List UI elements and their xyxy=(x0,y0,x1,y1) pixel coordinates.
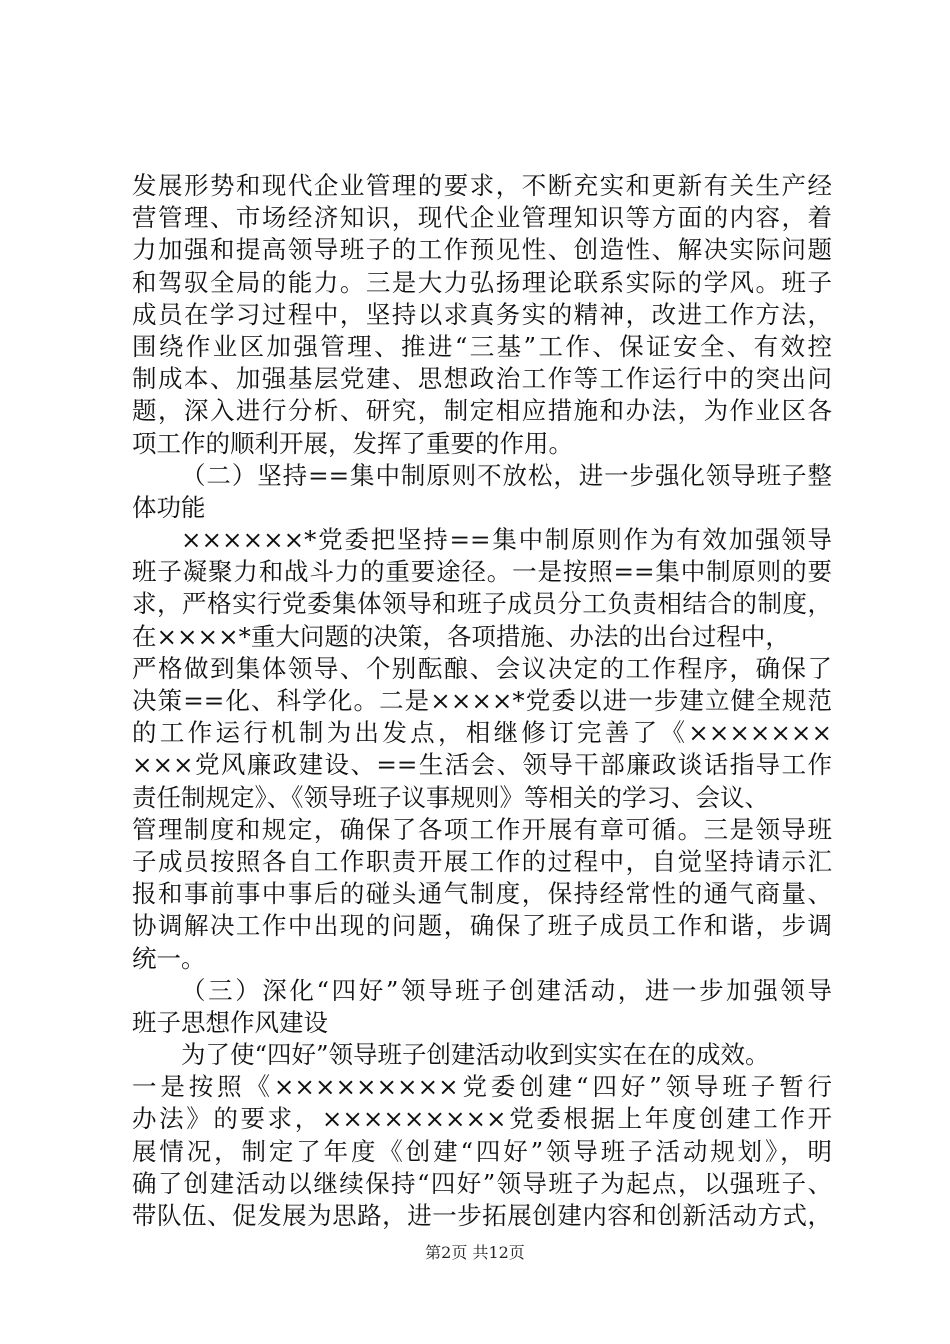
text-line: 班子凝聚力和战斗力的重要途径。一是按照==集中制原则的要 xyxy=(132,557,832,587)
section-heading-line: （三）深化“四好”领导班子创建活动，进一步加强领导 xyxy=(181,975,832,1005)
text-line: 为了使“四好”领导班子创建活动收到实实在在的成效。 xyxy=(181,1040,770,1070)
text-line: 在××××*重大问题的决策，各项措施、办法的出台过程中， xyxy=(132,621,790,651)
text-line: ×××党风廉政建设、==生活会、领导干部廉政谈话指导工作 xyxy=(132,750,832,780)
text-line: 责任制规定》、《领导班子议事规则》等相关的学习、会议、 xyxy=(132,782,769,812)
text-line: 成员在学习过程中，坚持以求真务实的精神，改进工作方法， xyxy=(132,299,832,329)
text-line: 求，严格实行党委集体领导和班子成员分工负责相结合的制度， xyxy=(132,589,832,619)
text-line: ××××××*党委把坚持==集中制原则作为有效加强领导 xyxy=(181,525,832,555)
text-line: 带队伍、促发展为思路，进一步拓展创建内容和创新活动方式， xyxy=(132,1201,832,1230)
text-line: 报和事前事中事后的碰头通气制度，保持经常性的通气商量、 xyxy=(132,879,832,909)
text-line: 发展形势和现代企业管理的要求，不断充实和更新有关生产经 xyxy=(132,171,832,200)
text-line: 力加强和提高领导班子的工作预见性、创造性、解决实际问题 xyxy=(132,235,832,265)
text-line: 和驾驭全局的能力。三是大力弘扬理论联系实际的学风。班子 xyxy=(132,267,832,297)
text-line: 一是按照《×××××××××党委创建“四好”领导班子暂行 xyxy=(132,1072,832,1102)
text-line: 营管理、市场经济知识，现代企业管理知识等方面的内容，着 xyxy=(132,203,832,233)
text-line: 管理制度和规定，确保了各项工作开展有章可循。三是领导班 xyxy=(132,814,832,844)
text-line: 协调解决工作中出现的问题，确保了班子成员工作和谐，步调 xyxy=(132,911,832,941)
page-number-footer: 第2页 共12页 xyxy=(425,1243,525,1262)
document-body xyxy=(132,170,832,1232)
text-line: 题，深入进行分析、研究，制定相应措施和办法，为作业区各 xyxy=(132,396,832,426)
section-heading-line: 体功能 xyxy=(132,492,206,522)
text-line: 确了创建活动以继续保持“四好”领导班子为起点，以强班子、 xyxy=(132,1168,832,1198)
text-line: 围绕作业区加强管理、推进“三基”工作、保证安全、有效控 xyxy=(132,331,832,361)
section-heading-line: （二）坚持==集中制原则不放松，进一步强化领导班子整 xyxy=(181,460,832,490)
text-line: 子成员按照各自工作职责开展工作的过程中，自觉坚持请示汇 xyxy=(132,846,832,876)
section-heading-line: 班子思想作风建设 xyxy=(132,1007,328,1037)
text-line: 制成本、加强基层党建、思想政治工作等工作运行中的突出问 xyxy=(132,364,832,394)
text-line: 的工作运行机制为出发点，相继修订完善了《××××××× xyxy=(132,718,832,748)
text-line: 统一。 xyxy=(132,943,206,973)
text-line: 严格做到集体领导、个别酝酿、会议决定的工作程序，确保了 xyxy=(132,653,832,683)
text-line: 展情况，制定了年度《创建“四好”领导班子活动规划》，明 xyxy=(132,1136,832,1166)
text-line: 决策==化、科学化。二是××××*党委以进一步建立健全规范 xyxy=(132,686,832,715)
text-line: 办法》的要求，×××××××××党委根据上年度创建工作开 xyxy=(132,1104,832,1134)
text-line: 项工作的顺利开展，发挥了重要的作用。 xyxy=(132,428,573,458)
